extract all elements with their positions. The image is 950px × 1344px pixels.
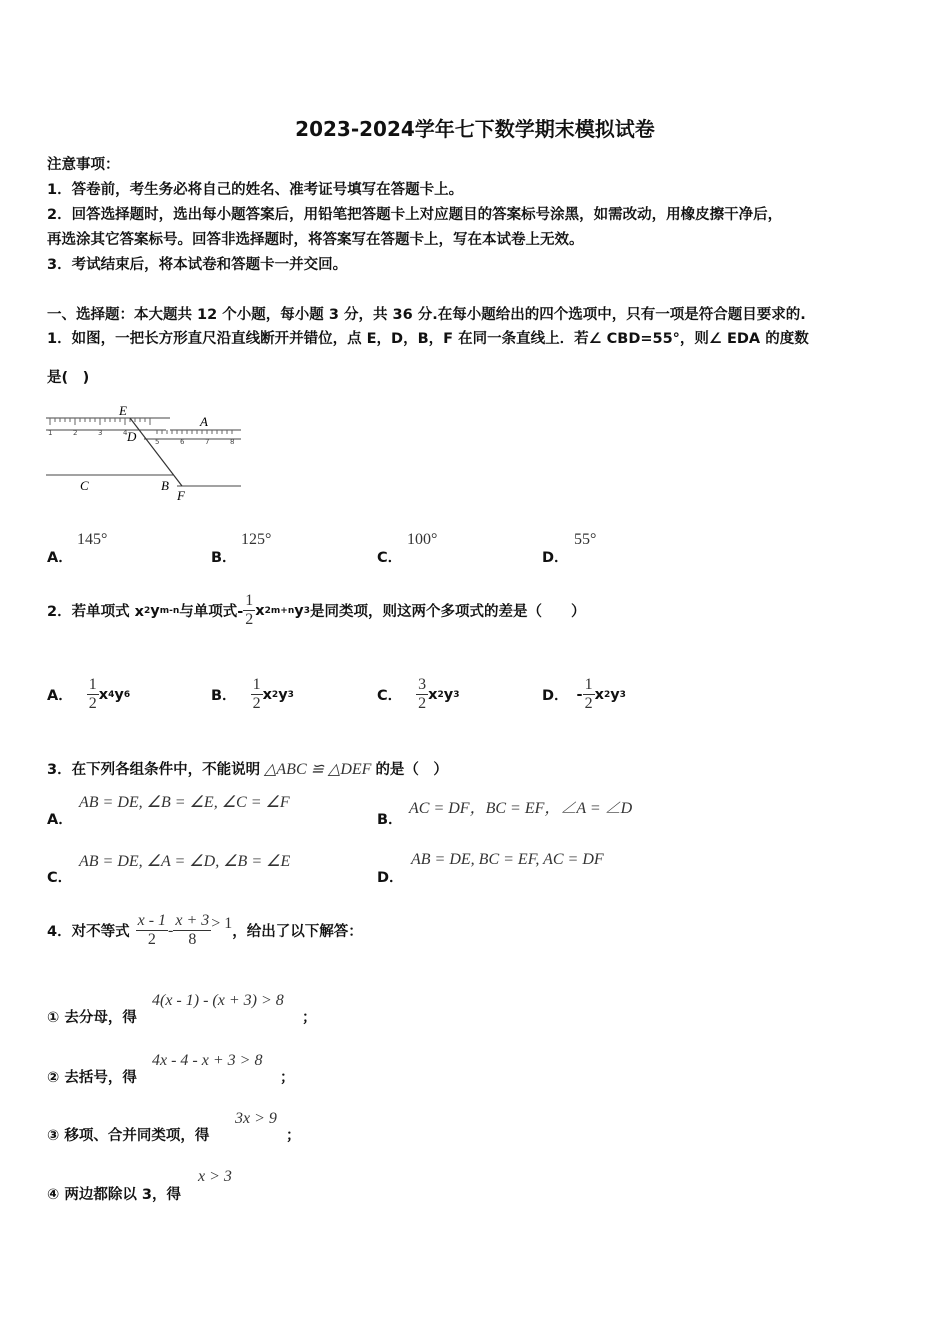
question-1-text: 1．如图，一把长方形直尺沿直线断开并错位，点 E，D，B，F 在同一条直线上．若∠ CBD=55°，则∠ EDA 的度数 bbox=[47, 331, 809, 347]
ruler-tick: 4 bbox=[123, 429, 128, 437]
notice-header: 注意事项： bbox=[47, 157, 120, 173]
q3-option-a-value: AB = DE, ∠B = ∠E, ∠C = ∠F bbox=[79, 794, 290, 811]
q3-option-a-letter: A． bbox=[47, 812, 73, 828]
q1-option-b-letter: B． bbox=[211, 550, 237, 566]
q4-step-2-end: ； bbox=[280, 1070, 295, 1086]
q4-step-1-end: ； bbox=[302, 1010, 317, 1026]
q3-congruence: △ABC ≌ △DEF bbox=[264, 760, 372, 778]
question-2-text bbox=[47, 592, 585, 629]
q1-option-a-letter: A． bbox=[47, 550, 73, 566]
q4-step-4-math: x > 3 bbox=[198, 1168, 232, 1185]
question-1-figure bbox=[44, 400, 249, 505]
q2-option-d: D． - $\frac{1}{2}$ x 2 y 3 bbox=[542, 676, 626, 712]
q3-option-b-value: AC = DF，BC = EF，∠A = ∠D bbox=[409, 800, 633, 817]
q4-fraction-2: $\frac{x + 3}{8}$ bbox=[175, 912, 210, 948]
question-1-text-cont: 是( ) bbox=[47, 370, 90, 386]
q1-option-c-letter: C． bbox=[377, 550, 403, 566]
q1-option-c-value: 100° bbox=[407, 531, 438, 548]
q2-mid3: x bbox=[255, 602, 265, 619]
q1-option-a-value: 145° bbox=[77, 531, 108, 548]
ruler-tick: 6 bbox=[180, 438, 185, 446]
point-label-a: A bbox=[200, 414, 208, 429]
page-title: 2023-2024学年七下数学期末模拟试卷 bbox=[295, 117, 655, 141]
q2-suffix: 是同类项，则这两个多项式的差是（ ） bbox=[309, 604, 586, 620]
q4-step-2-math: 4x - 4 - x + 3 > 8 bbox=[152, 1052, 263, 1069]
q2-mid4: y bbox=[294, 602, 304, 619]
point-label-c: C bbox=[80, 478, 89, 493]
q1-option-d-letter: D． bbox=[542, 550, 569, 566]
q4-fraction-1: $\frac{x - 1}{2}$ bbox=[137, 912, 167, 948]
q3-option-c-value: AB = DE, ∠A = ∠D, ∠B = ∠E bbox=[79, 853, 291, 870]
q4-step-3-math: 3x > 9 bbox=[235, 1110, 277, 1127]
notice-item: 1．答卷前，考生务必将自己的姓名、准考证号填写在答题卡上。 bbox=[47, 182, 464, 198]
notice-item: 3．考试结束后，将本试卷和答题卡一并交回。 bbox=[47, 257, 348, 273]
q1-option-b-value: 125° bbox=[241, 531, 272, 548]
ruler-tick: 1 bbox=[48, 429, 53, 437]
q2-option-c: C． $\frac{3}{2}$ x 2 y 3 bbox=[377, 676, 460, 712]
ruler-tick: 7 bbox=[205, 438, 210, 446]
q2-exp2: m-n bbox=[159, 605, 180, 616]
q4-step-2-label: ② 去括号，得 bbox=[47, 1070, 137, 1086]
q2-exp3: 2m+n bbox=[264, 605, 295, 616]
point-label-f: F bbox=[177, 488, 185, 503]
q3-option-d-letter: D． bbox=[377, 870, 404, 886]
question-3-text: 3．在下列各组条件中，不能说明 △ABC ≌ △DEF 的是（ ） bbox=[47, 760, 448, 778]
q2-exp1: 2 bbox=[144, 605, 151, 616]
ruler-tick: 3 bbox=[98, 429, 103, 437]
q2-mid2: 与单项式- bbox=[179, 604, 244, 620]
q4-step-1-math: 4(x - 1) - (x + 3) > 8 bbox=[152, 992, 284, 1009]
ruler-tick: 2 bbox=[73, 429, 78, 437]
notice-item: 再选涂其它答案标号。回答非选择题时，将答案写在答题卡上，写在本试卷上无效。 bbox=[47, 232, 584, 248]
ruler-tick: 8 bbox=[230, 438, 235, 446]
q4-step-4-label: ④ 两边都除以 3，得 bbox=[47, 1187, 181, 1203]
q3-option-b-letter: B． bbox=[377, 812, 403, 828]
q4-step-3-end: ； bbox=[286, 1128, 301, 1144]
q3-option-d-value: AB = DE, BC = EF, AC = DF bbox=[411, 851, 604, 868]
q2-mid1: y bbox=[150, 602, 160, 619]
point-label-d: D bbox=[127, 429, 137, 444]
q2-fraction: $\frac{1}{2}$ bbox=[245, 592, 254, 628]
q2-option-b: B． $\frac{1}{2}$ x 2 y 3 bbox=[211, 676, 294, 712]
q4-step-3-label: ③ 移项、合并同类项，得 bbox=[47, 1128, 210, 1144]
point-label-e: E bbox=[119, 403, 127, 418]
point-label-b: B bbox=[161, 478, 169, 493]
notice-item: 2．回答选择题时，选出每小题答案后，用铅笔把答题卡上对应题目的答案标号涂黑，如需改动，用橡皮擦干净后， bbox=[47, 207, 783, 223]
q4-step-1-label: ① 去分母，得 bbox=[47, 1010, 137, 1026]
question-4-text: 4．对不等式 $\frac{x - 1}{2}$ - $\frac{x + 3}{8}$ > 1 ，给出了以下解答： bbox=[47, 912, 363, 948]
q2-option-a: A． $\frac{1}{2}$ x 4 y 6 bbox=[47, 676, 131, 712]
q2-prefix: 2．若单项式 x bbox=[47, 604, 144, 620]
q1-option-d-value: 55° bbox=[574, 531, 597, 548]
section-heading: 一、选择题：本大题共 12 个小题，每小题 3 分，共 36 分.在每小题给出的四个选项中，只有一项是符合题目要求的. bbox=[47, 307, 806, 323]
ruler-tick: 5 bbox=[155, 438, 160, 446]
q3-option-c-letter: C． bbox=[47, 870, 73, 886]
q2-exp4: 3 bbox=[303, 605, 310, 616]
